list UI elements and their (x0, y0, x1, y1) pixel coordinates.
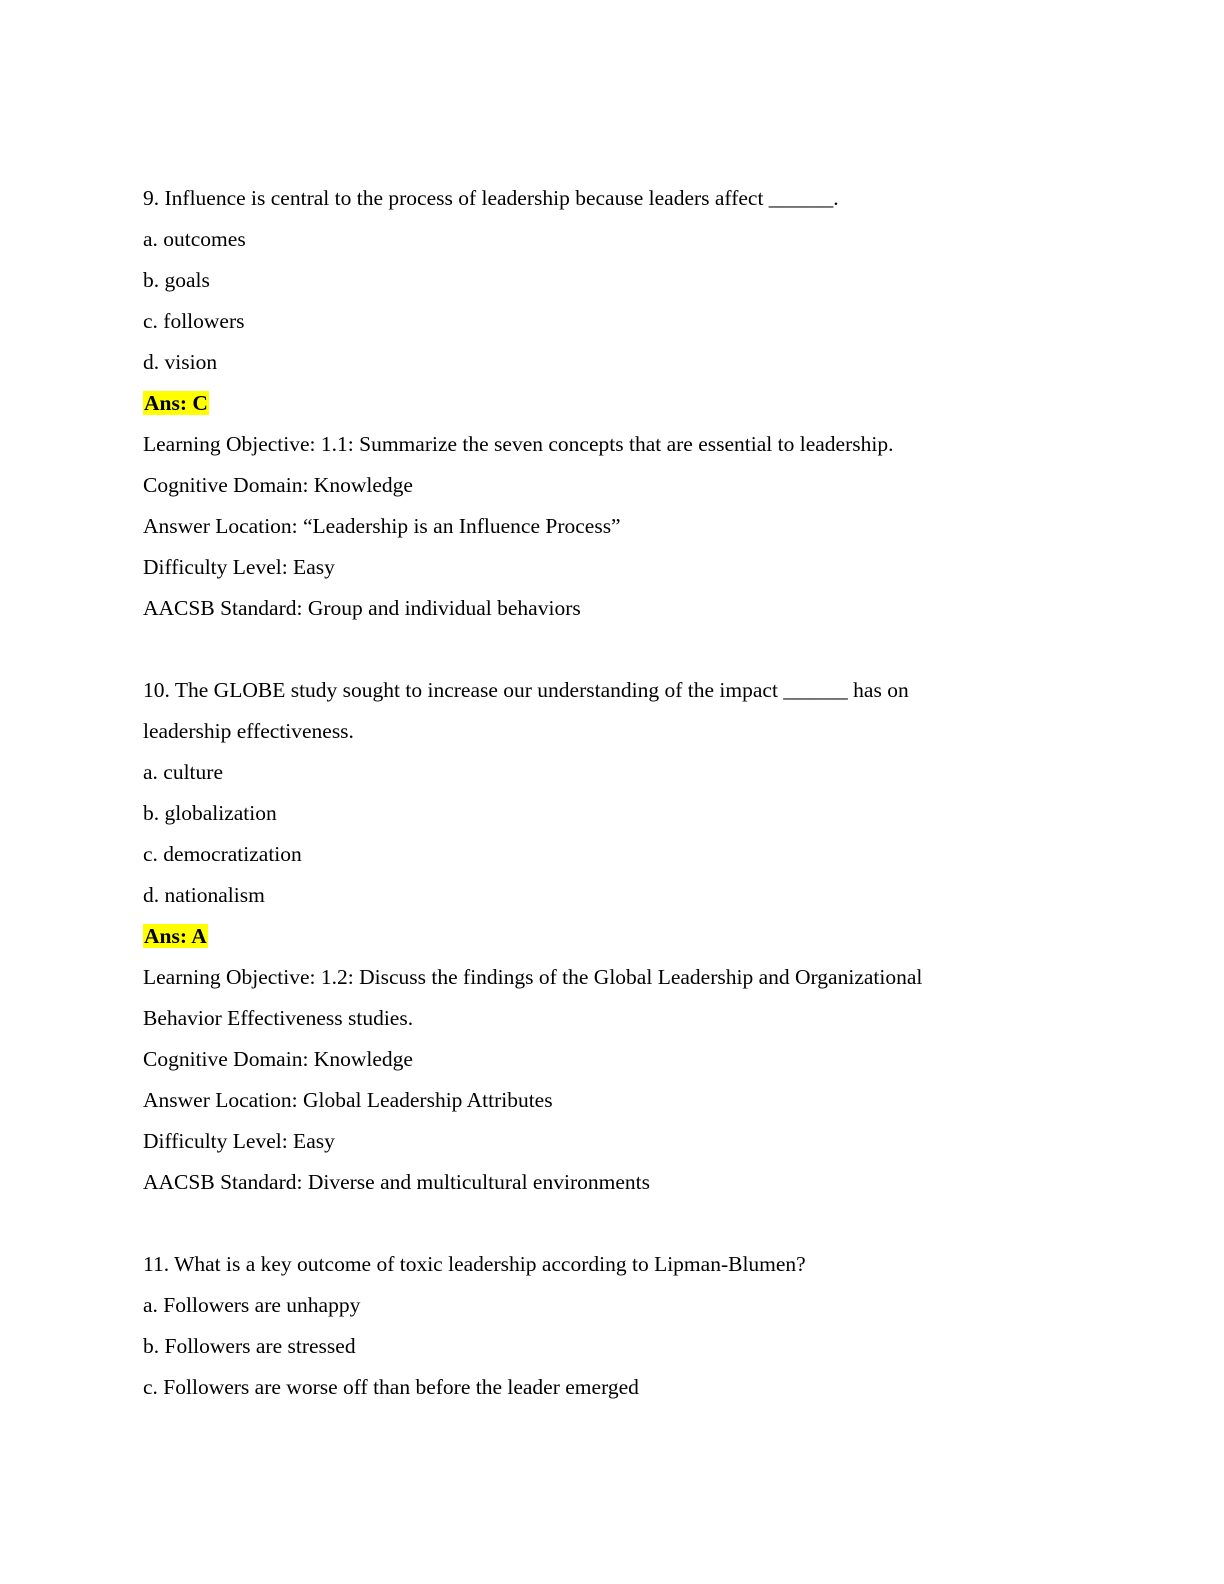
answer-location: Answer Location: “Leadership is an Influence Process” (143, 514, 621, 538)
question-stem: 10. The GLOBE study sought to increase our understanding of the impact ______ has on (143, 678, 909, 702)
answer-highlight: Ans: C (144, 391, 208, 415)
learning-objective: Learning Objective: 1.2: Discuss the findings of the Global Leadership and Organizational (143, 965, 923, 989)
option-c: c. followers (143, 309, 245, 333)
question-11 (143, 1244, 1043, 1408)
spacer (143, 1203, 1043, 1244)
document-page (143, 178, 1043, 1408)
cognitive-domain: Cognitive Domain: Knowledge (143, 473, 413, 497)
option-b: b. Followers are stressed (143, 1334, 356, 1358)
question-9 (143, 178, 1043, 629)
cognitive-domain: Cognitive Domain: Knowledge (143, 1047, 413, 1071)
option-a: a. culture (143, 760, 223, 784)
learning-objective: Learning Objective: 1.1: Summarize the seven concepts that are essential to leadership. (143, 432, 894, 456)
option-b: b. globalization (143, 801, 277, 825)
answer-line (143, 916, 1043, 957)
learning-objective-continued: Behavior Effectiveness studies. (143, 1006, 414, 1030)
difficulty-level: Difficulty Level: Easy (143, 1129, 335, 1153)
option-a: a. Followers are unhappy (143, 1293, 361, 1317)
aacsb-standard: AACSB Standard: Group and individual behaviors (143, 596, 581, 620)
aacsb-standard: AACSB Standard: Diverse and multicultural environments (143, 1170, 650, 1194)
answer-line (143, 383, 1043, 424)
answer-location: Answer Location: Global Leadership Attributes (143, 1088, 553, 1112)
option-d: d. vision (143, 350, 218, 374)
spacer (143, 629, 1043, 670)
option-c: c. Followers are worse off than before the leader emerged (143, 1375, 639, 1399)
question-stem-continued: leadership effectiveness. (143, 719, 354, 743)
difficulty-level: Difficulty Level: Easy (143, 555, 335, 579)
question-stem: 11. What is a key outcome of toxic leadership according to Lipman-Blumen? (143, 1252, 806, 1276)
option-c: c. democratization (143, 842, 302, 866)
question-stem: 9. Influence is central to the process of leadership because leaders affect ______. (143, 186, 839, 210)
question-10 (143, 670, 1043, 1203)
option-a: a. outcomes (143, 227, 246, 251)
answer-highlight: Ans: A (144, 924, 207, 948)
option-b: b. goals (143, 268, 210, 292)
option-d: d. nationalism (143, 883, 265, 907)
